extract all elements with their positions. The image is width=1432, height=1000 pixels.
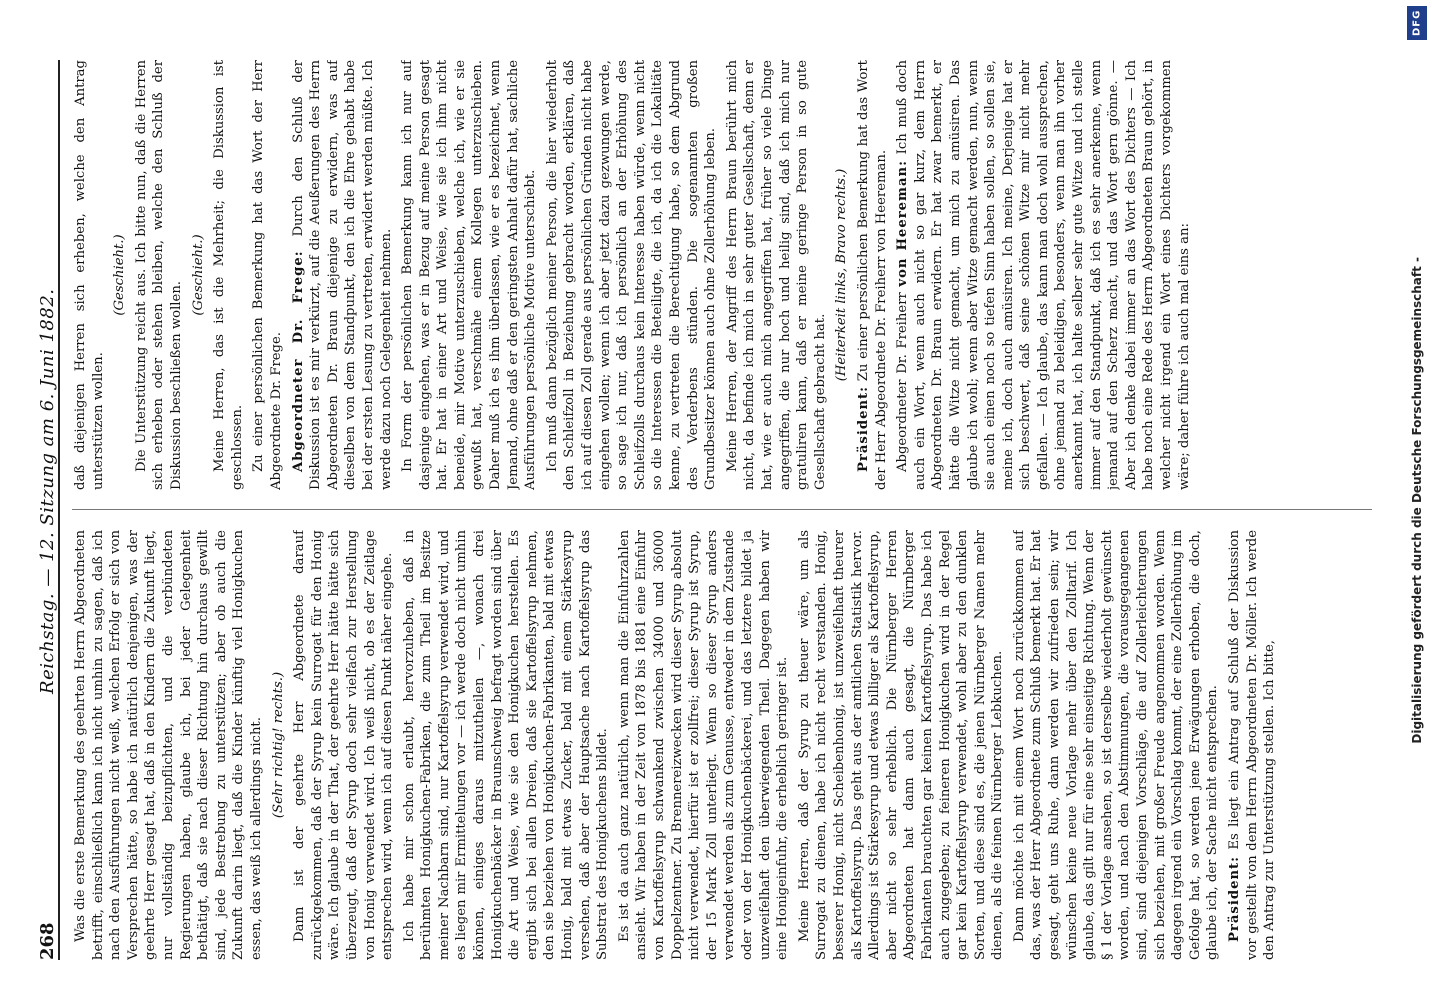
speech-paragraph bbox=[894, 60, 1193, 490]
digitization-note-text: Digitalisierung gefördert durch die Deutsche Forschungsgemeinschaft - bbox=[1410, 256, 1424, 744]
paragraph: Es ist da auch ganz natürlich, wenn man die Einfuhrzahlen ansieht. Wir haben in der Zeit von 1878 bis 1881 eine Einfuhr von Kartoffelsyrup schwankend zwischen 34000 und 36000 Doppelzentner. Zu Brennereizwecken wird dieser Syrup absolut nicht verwendet, hierfür ist er zollfrei; dieser Syrup ist Syrup, der 15 Mark Zoll unterliegt. Wenn so dieser Syrup anders verwendet werden als zum Genusse, entweder in dem Zustande oder von der Honigkuchenbäckerei, und das letztere bildet ja unzweifelhaft den überwiegenden Theil. Dagegen haben wir eine Honigeinfuhr, die erheblich geringer ist. bbox=[616, 530, 791, 960]
speech-text: Zu einer persönlichen Bemerkung hat das Wort der Herr Abgeordnete Dr. Freiherr von Heereman. bbox=[855, 60, 889, 490]
digitization-note bbox=[1406, 6, 1428, 994]
paragraph: Die Unterstützung reicht aus. Ich bitte nun, daß die Herren sich erheben oder stehen bleiben, welche den Schluß der Diskussion beschließen wollen. bbox=[133, 60, 184, 490]
paragraph: Ich muß dann bezüglich meiner Person, die hier wiederholt den Schleifzoll in Beziehung gebracht worden, erklären, daß ich auf diesen Zoll gerade aus persönlichen Gründen nicht habe eingehen wollen; wenn ich aber jetzt dazu gezwungen werde, so sage ich nur, daß ich persönlich an der Erhöhung des Schleifzolls durchaus kein Interesse haben würde, wenn nicht so die Interessen die Beteiligte, die ich, da ich die Lokalitäte kenne, zu vertreten die Berechtigung habe, so dem Abgrund des Verderbens stünden. Die sogenannten großen Grundbesitzer können auch ohne Zollerhöhung leben. bbox=[544, 60, 719, 490]
paragraph: Zu einer persönlichen Bemerkung hat das Wort der Herr Abgeordnete Dr. Frege. bbox=[251, 60, 284, 490]
paragraph: Was die erste Bemerkung des geehrten Herrn Abgeordneten betrifft, einschließlich kann ich nicht umhin zu sagen, daß ich nach den Ausführungen nicht weiß, welchen Erfolg er sich von Versprechen hätte, so habe ich natürlich denjenigen, was der geehrte Herr gesagt hat, daß in den Kindern die Zukunft liegt, nur vollständig beizupflichten, und die verbündeten Regierungen haben, glaube ich, bei jeder Gelegenheit bethätigt, daß sie nach dieser Richtung hin durchaus gewillt sind, jede Bestrebung zu unterstützen; aber ob auch die Zukunft darin liegt, daß die Kinder künftig viel Honigkuchen essen, das weiß ich allerdings nicht. bbox=[73, 530, 264, 960]
left-column bbox=[72, 530, 1372, 960]
speech-text: Es liegt ein Antrag auf Schluß der Diskussion vor gestellt von dem Herrn Abgeordneten Dr. Möller. Ich werde den Antrag zur Unterstützung stellen. Ich bitte, bbox=[1227, 530, 1278, 960]
paragraph: In Form der persönlichen Bemerkung kann ich nur auf dasjenige eingehen, was er in Bezug auf meine Person gesagt hat. Er hat in einer Art und Weise, wie sie ich ihm nicht beneide, mir Motive unterzuschieben, welche ich, wie er sie gewußt hat, verschmähe einem Kollegen unterzuschieben. Daher muß ich es ihm überlassen, wie er es bezeichnet, wenn Jemand, ohne daß er den geringsten Anhalt dafür hat, sachliche Ausführungen persönliche Motive unterschiebt. bbox=[400, 60, 539, 490]
paragraph: Meine Herren, daß der Syrup zu theuer wäre, um als Surrogat zu dienen, habe ich nicht recht verstanden. Honig, besserer Honig, nicht Scheibenhonig, ist unzweifelhaft theurer als Kartoffelsyrup. Das geht aus der amtlichen Statistik hervor. Allerdings ist Stärkesyrup und etwas billiger als Kartoffelsyrup, aber nicht so sehr erheblich. Die Nürnberger Herren Abgeordneten hat dann auch gesagt, die Nürnberger Fabrikanten brauchten gar keinen Kartoffelsyrup. Das habe ich auch zugegeben; zu feineren Honigkuchen wird in der Regel gar kein Kartoffelsyrup verwendet, wohl aber zu den dunklen Sorten, und diese sind es, die jenen Nürnberger Namen mehr dienen, als die feinen Nürnberger Lebkuchen. bbox=[796, 530, 1006, 960]
page-number: 268 bbox=[37, 922, 58, 960]
speech-text: Durch den Schluß der Diskussion ist es mir verkürzt, auf die Aeußerungen des Herrn Abgeordneten Dr. Braun diejenige zu erwidern, was auf dieselben von dem Standpunkt, den ich die Ehre gehabt habe bei der ersten Lesung zu vertreten, erwidert werden müßte. Ich werde dazu noch Gelegenheit nehmen. bbox=[290, 60, 394, 490]
speaker-label: von Heereman: bbox=[895, 159, 911, 287]
dfg-logo: DFG bbox=[1407, 6, 1427, 40]
page bbox=[30, 60, 1375, 960]
speech-paragraph bbox=[290, 60, 396, 490]
paragraph: daß diejenigen Herren sich erheben, welche den Antrag unterstützen wollen. bbox=[73, 60, 106, 490]
text-columns bbox=[72, 60, 1372, 960]
speaker-label: Abgeordneter Dr. Frege: bbox=[290, 250, 306, 472]
president-paragraph bbox=[855, 60, 890, 490]
paragraph: Dann ist der geehrte Herr Abgeordnete darauf zurückgekommen, daß der Syrup kein Surrogat für den Honig wäre. Ich glaube in der That, der geehrte Herr hätte hätte sich überzeugt, daß der Syrup doch sehr vielfach zur Herstellung von Honig verwendet wird. Ich weiß nicht, ob es der Zeitlage entsprechen wird, wenn ich auf diesen Punkt näher eingehe. bbox=[292, 530, 396, 960]
column-divider bbox=[72, 510, 1372, 511]
reaction: (Heiterkeit links, Bravo rechts.) bbox=[834, 168, 850, 382]
speaker-prefix: Abgeordneter Dr. Freiherr bbox=[895, 292, 911, 472]
speaker-label: Präsident: bbox=[1227, 855, 1242, 942]
running-head: Reichstag. — 12. Sitzung am 6. Juni 1882. bbox=[37, 288, 58, 694]
president-paragraph bbox=[1226, 530, 1279, 960]
reaction: (Geschieht.) bbox=[112, 234, 128, 316]
speech-text: Ich muß doch auch ein Wort, wenn auch nicht so gar kurz, dem Herrn Abgeordneten Dr. Braun erwidern. Er hat zwar bemerkt, er hätte die Witze nicht gemacht, um mich zu amüsiren. Das glaube ich wohl; wenn aber Witze gemacht werden, nun, wenn sie auch einen noch so tiefen Sinn haben sollen, so sollen sie, meine ich, doch auch amüsiren. Ich meine, Derjenige hat er sich beschwert, daß seine schönen Witze mir nicht mehr gefallen. — Ich glaube, das kann man doch wohl aussprechen, ohne jemand zu beleidigen, besonders, wenn man ihn vorher anerkannt hat, ich halte selber sehr gute Witze und ich stelle immer auf den Standpunkt, daß ich es sehr anerkenne, wenn jemand auf den Scherz macht, und das Wort gern gönne. — Aber ich denke dabei immer an das Wort des Dichters — Ich habe noch eine Rede des Herrn Abgeordneten Braun gehört, in welcher nicht irgend ein Wort eines Dichters vorgekommen wäre; daher führe ich auch mal eins an: bbox=[895, 60, 1192, 490]
speaker-label: Präsident: bbox=[855, 385, 871, 472]
reaction: (Sehr richtig! rechts.) bbox=[270, 671, 286, 819]
paragraph: Meine Herren, der Angriff des Herrn Braun berührt mich nicht, da befinde ich mich in sehr guter Gesellschaft, denn er hat, wie er auch mich angegriffen hat, früher so viele Dinge angegriffen, die nur hoch und heilig sind, daß ich mich nur gratuliren kann, daß er meine geringe Person in so gute Gesellschaft gebracht hat. bbox=[724, 60, 828, 490]
paragraph: Meine Herren, das ist die Mehrheit; die Diskussion ist geschlossen. bbox=[212, 60, 245, 490]
paragraph: Dann möchte ich mit einem Wort noch zurückkommen auf das, was der Herr Abgeordnete zum Schluß bemerkt hat. Er hat gesagt, geht uns Ruhe, dann werden wir zufrieden sein; wir wünschen keine neue Vorlage mehr über den Zolltarif. Ich glaube, das gilt nur für eine sehr einseitige Richtung. Wenn der § 1 der Vorlage ansehen, so ist derselbe wiederholt gewünscht worden, und nach den Abstimmungen, die vorausgegangenen sind, sind diejenigen Vorschläge, die auf Zollerleichterungen sich beziehen, mit großer Freude angenommen worden. Wenn dagegen irgend ein Vorschlag kommt, der eine Zollerhöhung im Gefolge hat, so werden jene Erwägungen erhoben, die doch, glaube ich, der Sache nicht entsprechen. bbox=[1011, 530, 1221, 960]
right-column bbox=[72, 60, 1372, 490]
reaction: (Geschieht.) bbox=[190, 234, 206, 316]
page-header bbox=[30, 60, 60, 960]
paragraph: Ich habe mir schon erlaubt, hervorzuheben, daß in berühmten Honigkuchen-Fabriken, die zum Theil im Besitze meiner Nachbarn sind, nur Kartoffelsyrup verwendet wird, und es liegen mir Ermittelungen vor — ich werde doch nicht umhin können, einiges daraus mitzutheilen —, wonach drei Honigkuchenbäcker in Braunschweig befragt worden sind über die Art und Weise, wie sie den Honigkuchen herstellen. Es ergibt sich bei allen Dreien, daß sie Kartoffelsyrup nehmen, den sie beziehen von Honigkuchen-Fabrikanten, bald mit etwas Honig, bald mit etwas Zucker, bald mit einem Stärkesyrup versehen, daß aber der Hauptsache nach Kartoffelsyrup das Substrat des Honigkuchens bildet. bbox=[401, 530, 611, 960]
